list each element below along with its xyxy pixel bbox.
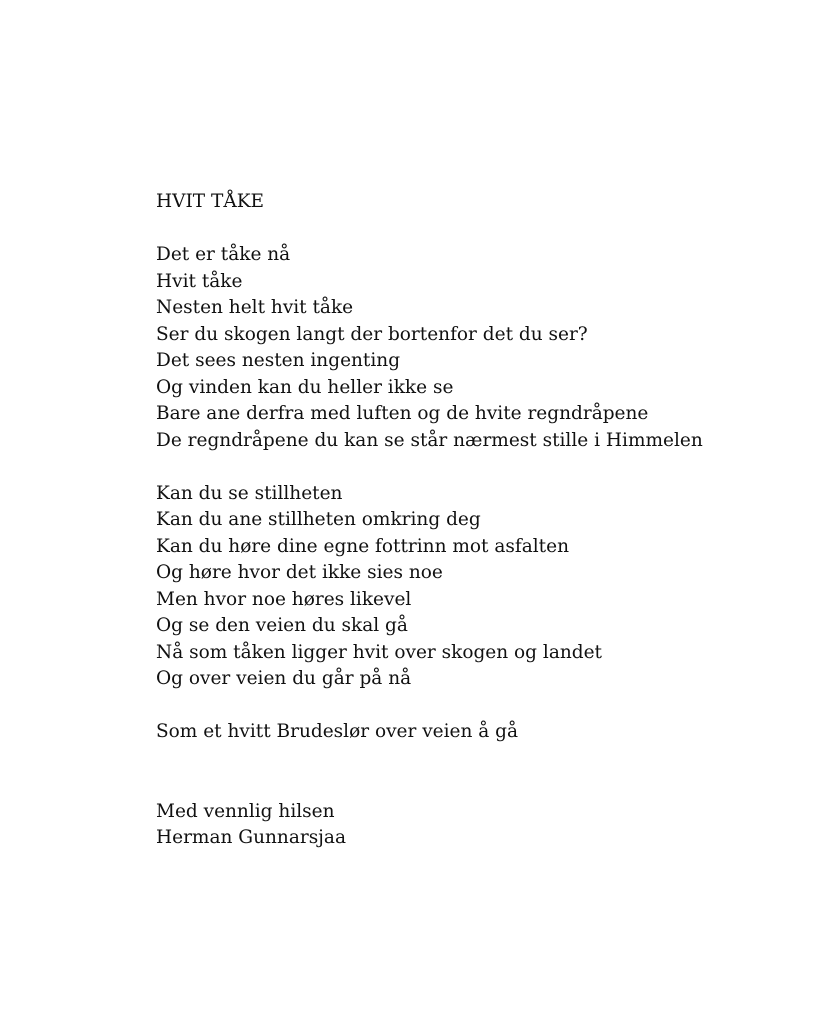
- closing-line: Med vennlig hilsen: [156, 800, 335, 822]
- poem-line: Kan du ane stillheten omkring deg: [156, 509, 481, 530]
- poem-line: Kan du høre dine egne fottrinn mot asfalten: [156, 535, 569, 557]
- poem-line: De regndråpene du kan se står nærmest stille i Himmelen: [156, 429, 703, 451]
- poem-line: Det er tåke nå: [156, 244, 291, 265]
- poem: [156, 189, 796, 852]
- poem-line: Og se den veien du skal gå: [156, 615, 408, 636]
- poem-line: Nesten helt hvit tåke: [156, 297, 354, 318]
- poem-line: Nå som tåken ligger hvit over skogen og landet: [156, 641, 602, 663]
- poem-line: Kan du se stillheten: [156, 482, 343, 504]
- poem-line: Hvit tåke: [156, 270, 243, 292]
- poem-line: Og vinden kan du heller ikke se: [156, 376, 454, 398]
- poem-line: Ser du skogen langt der bortenfor det du ser?: [156, 323, 588, 345]
- poem-line: Og høre hvor det ikke sies noe: [156, 562, 443, 583]
- stanza-2: [156, 481, 796, 693]
- poem-line: Bare ane derfra med luften og de hvite regndråpene: [156, 403, 649, 424]
- signature-block: [156, 799, 796, 852]
- stanza-1: [156, 242, 796, 454]
- stanza-3: [156, 719, 796, 746]
- poem-line: Det sees nesten ingenting: [156, 350, 401, 371]
- poem-line: Men hvor noe høres likevel: [156, 588, 412, 610]
- poem-title: HVIT TÅKE: [156, 191, 265, 212]
- poem-line: Som et hvitt Brudeslør over veien å gå: [156, 721, 519, 742]
- author-name: Herman Gunnarsjaa: [156, 827, 346, 848]
- poem-line: Og over veien du går på nå: [156, 668, 412, 689]
